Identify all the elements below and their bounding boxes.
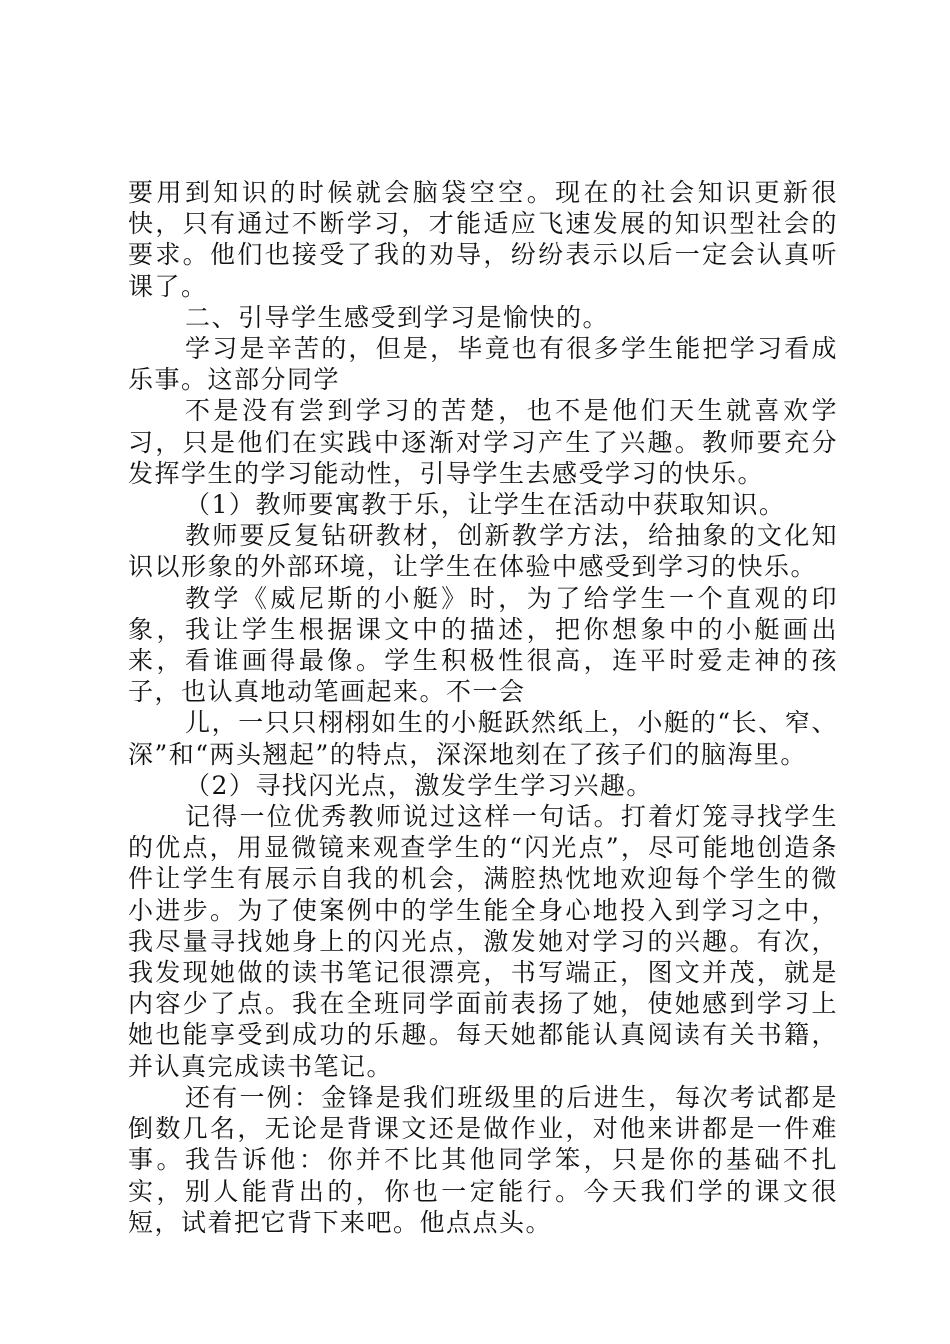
paragraph: 不是没有尝到学习的苦楚，也不是他们天生就喜欢学习，只是他们在实践中逐渐对学习产生了兴趣。教师要充分发挥学生的学习能动性，引导学生去感受学习的快乐。 bbox=[128, 396, 838, 488]
subsection-heading: （1）教师要寓教于乐，让学生在活动中获取知识。 bbox=[185, 490, 786, 520]
paragraph: 教学《威尼斯的小艇》时，为了给学生一个直观的印象，我让学生根据课文中的描述，把你想象中的小艇画出来，看谁画得最像。学生积极性很高，连平时爱走神的孩子，也认真地动笔画起来。不一会 bbox=[128, 583, 838, 707]
paragraph: 记得一位优秀教师说过这样一句话。打着灯笼寻找学生的优点，用显微镜来观查学生的“闪光点”，尽可能地创造条件让学生有展示自我的机会，满腔热忱地欢迎每个学生的微小进步。为了使案例中的学生能全身心地投入到学习之中，我尽量寻找她身上的闪光点，激发她对学习的兴趣。有次，我发现她做的读书笔记很漂亮，书写端正，图文并茂，就是内容少了点。我在全班同学面前表扬了她，使她感到学习上她也能享受到成功的乐趣。每天她都能认真阅读有关书籍，并认真完成读书笔记。 bbox=[128, 802, 838, 1081]
document-body bbox=[128, 177, 838, 1238]
section-heading: 二、引导学生感受到学习是愉快的。 bbox=[185, 302, 610, 332]
subsection-heading: （2）寻找闪光点，激发学生学习兴趣。 bbox=[185, 770, 653, 800]
paragraph: 还有一例：金锋是我们班级里的后进生，每次考试都是倒数几名，无论是背课文还是做作业，对他来讲都是一件难事。我告诉他：你并不比其他同学笨，只是你的基础不扎实，别人能背出的，你也一定能行。今天我们学的课文很短，试着把它背下来吧。他点点头。 bbox=[128, 1082, 838, 1237]
paragraph: 要用到知识的时候就会脑袋空空。现在的社会知识更新很快，只有通过不断学习，才能适应飞速发展的知识型社会的要求。他们也接受了我的劝导，纷纷表示以后一定会认真听课了。 bbox=[128, 178, 838, 301]
paragraph: 儿，一只只栩栩如生的小艇跃然纸上，小艇的“长、窄、深”和“两头翘起”的特点，深深地刻在了孩子们的脑海里。 bbox=[128, 708, 838, 769]
paragraph: 教师要反复钻研教材，创新教学方法，给抽象的文化知识以形象的外部环境，让学生在体验中感受到学习的快乐。 bbox=[128, 521, 838, 582]
paragraph: 学习是辛苦的，但是，毕竟也有很多学生能把学习看成乐事。这部分同学 bbox=[128, 334, 838, 395]
